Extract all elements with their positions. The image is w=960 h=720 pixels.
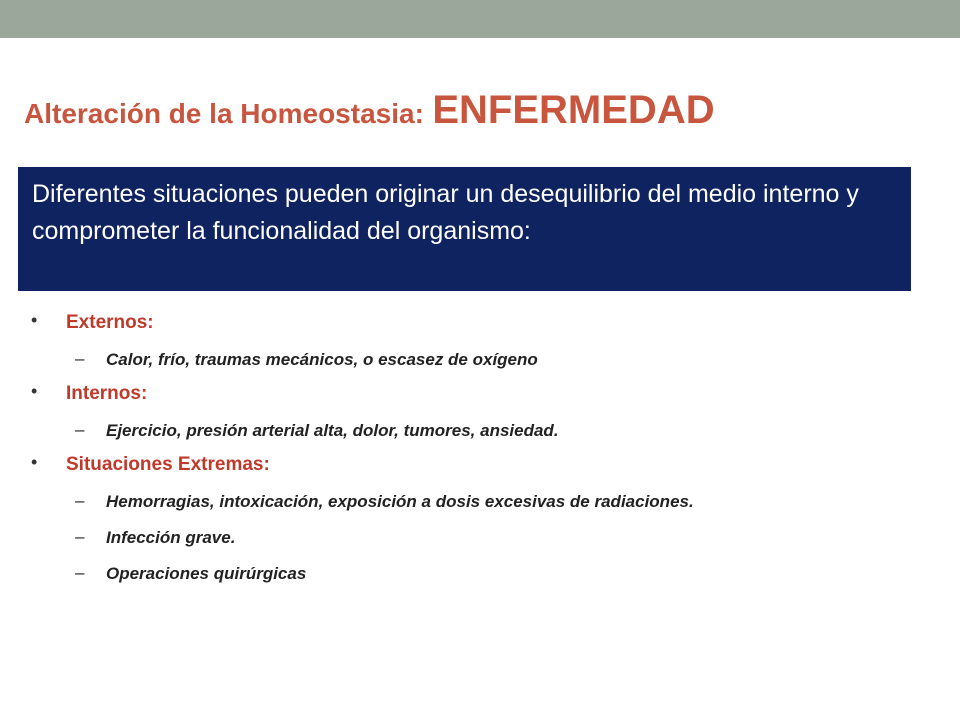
bullet-icon: • (31, 310, 38, 330)
cause-list (0, 306, 960, 591)
intro-text-box: Diferentes situaciones pueden originar un desequilibrio del medio interno y comprometer la funcionalidad del organismo: (18, 167, 911, 291)
group-label: Situaciones Extremas: (66, 454, 270, 475)
sub-item-text: Calor, frío, traumas mecánicos, o escasez de oxígeno (106, 350, 538, 369)
group-label: Internos: (66, 383, 148, 404)
sub-item-text: Infección grave. (106, 528, 236, 547)
sub-item (0, 519, 960, 555)
sub-item (0, 483, 960, 519)
bullet-icon: • (31, 452, 38, 472)
sub-item (0, 412, 960, 448)
dash-icon: – (75, 420, 85, 439)
list-item-externos (0, 306, 960, 341)
sub-item-text: Ejercicio, presión arterial alta, dolor, tumores, ansiedad. (106, 421, 559, 440)
dash-icon: – (75, 491, 85, 510)
sub-item-text: Operaciones quirúrgicas (106, 564, 307, 583)
sub-item (0, 341, 960, 377)
title-emphasis-text: ENFERMEDAD (432, 88, 715, 132)
bullet-icon: • (31, 381, 38, 401)
dash-icon: – (75, 527, 85, 546)
list-item-internos (0, 377, 960, 412)
top-decorative-bar (0, 0, 960, 38)
group-label: Externos: (66, 312, 154, 333)
sub-item (0, 555, 960, 591)
dash-icon: – (75, 563, 85, 582)
sub-item-text: Hemorragias, intoxicación, exposición a dosis excesivas de radiaciones. (106, 492, 694, 511)
slide-title (24, 88, 715, 133)
list-item-situaciones-extremas (0, 448, 960, 483)
title-main-text: Alteración de la Homeostasia: (24, 98, 424, 129)
dash-icon: – (75, 349, 85, 368)
